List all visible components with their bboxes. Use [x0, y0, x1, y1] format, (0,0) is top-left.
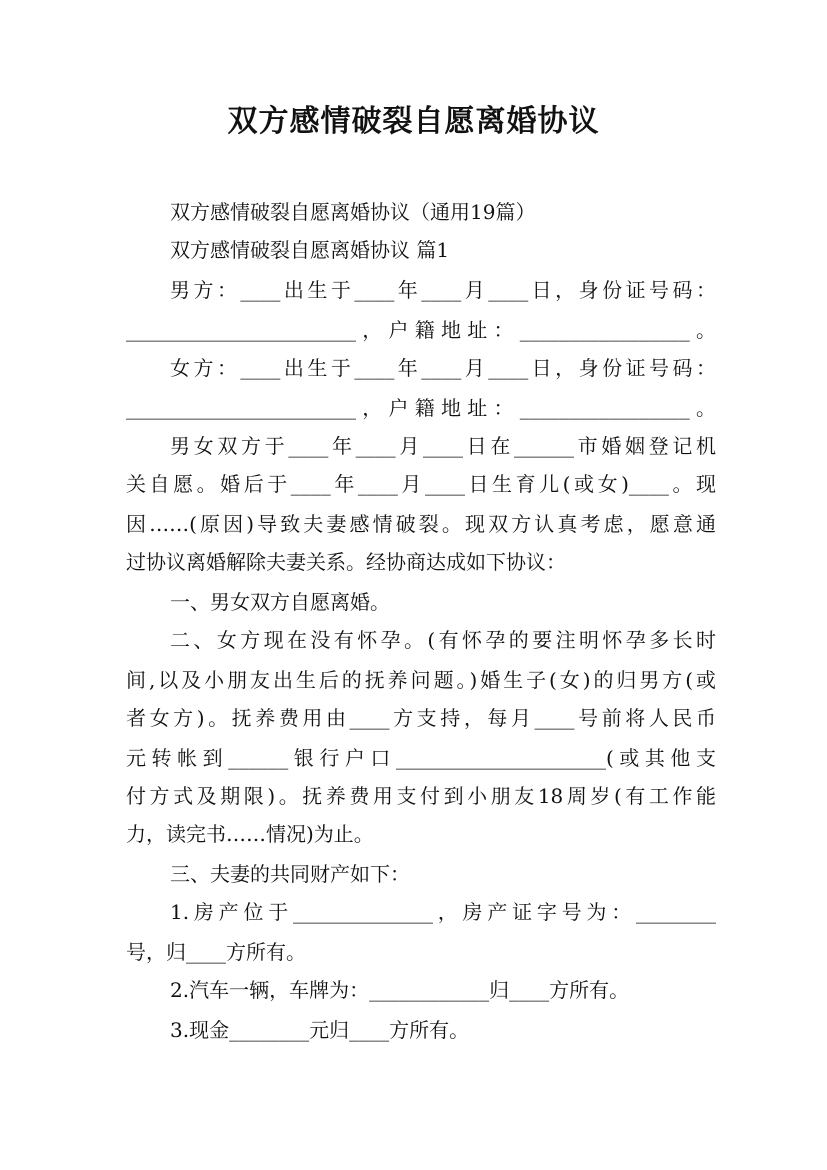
property-item-line: 号，归____方所有。 [126, 940, 306, 964]
clause-two-line: 付方式及期限)。抚养费用支付到小朋友18周岁(有工作能 [126, 784, 716, 808]
document-title: 双方感情破裂自愿离婚协议 [227, 104, 600, 139]
paragraph-line: 关自愿。婚后于____年____月____日生育儿(或女)____。现 [126, 472, 716, 496]
paragraph-line: 过协议离婚解除夫妻关系。经协商达成如下协议： [126, 550, 566, 574]
property-item-line: 2.汽车一辆，车牌为：____________归____方所有。 [170, 978, 630, 1002]
clause-three-heading: 三、夫妻的共同财产如下： [170, 862, 410, 886]
male-address-line: _______________________，户籍地址：_________________。 [126, 318, 716, 342]
clause-two-line: 力，读完书……情况)为止。 [126, 822, 374, 846]
paragraph-line: 因……(原因)导致夫妻感情破裂。现双方认真考虑，愿意通 [126, 512, 716, 536]
clause-two-line: 元转帐到______银行户口_____________________(或其他支 [126, 746, 716, 770]
male-info-line: 男方：____出生于____年____月____日，身份证号码： [170, 278, 716, 302]
property-item-line: 3.现金________元归____方所有。 [170, 1018, 470, 1042]
property-item-line: 1.房产位于______________，房产证字号为：________ [170, 900, 716, 924]
clause-two-line: 者女方)。抚养费用由____方支持，每月____号前将人民币 [126, 706, 716, 730]
female-address-line: _______________________，户籍地址：_________________。 [126, 396, 716, 420]
paragraph-line: 男女双方于____年____月____日在______市婚姻登记机 [170, 434, 716, 458]
subtitle-line: 双方感情破裂自愿离婚协议（通用19篇） [170, 200, 536, 224]
section-heading: 双方感情破裂自愿离婚协议 篇1 [170, 238, 450, 262]
clause-one: 一、男女双方自愿离婚。 [170, 590, 390, 614]
female-info-line: 女方：____出生于____年____月____日，身份证号码： [170, 356, 716, 380]
clause-two-line: 二、女方现在没有怀孕。(有怀孕的要注明怀孕多长时 [170, 628, 716, 652]
clause-two-line: 间,以及小朋友出生后的抚养问题。)婚生子(女)的归男方(或 [126, 668, 716, 692]
